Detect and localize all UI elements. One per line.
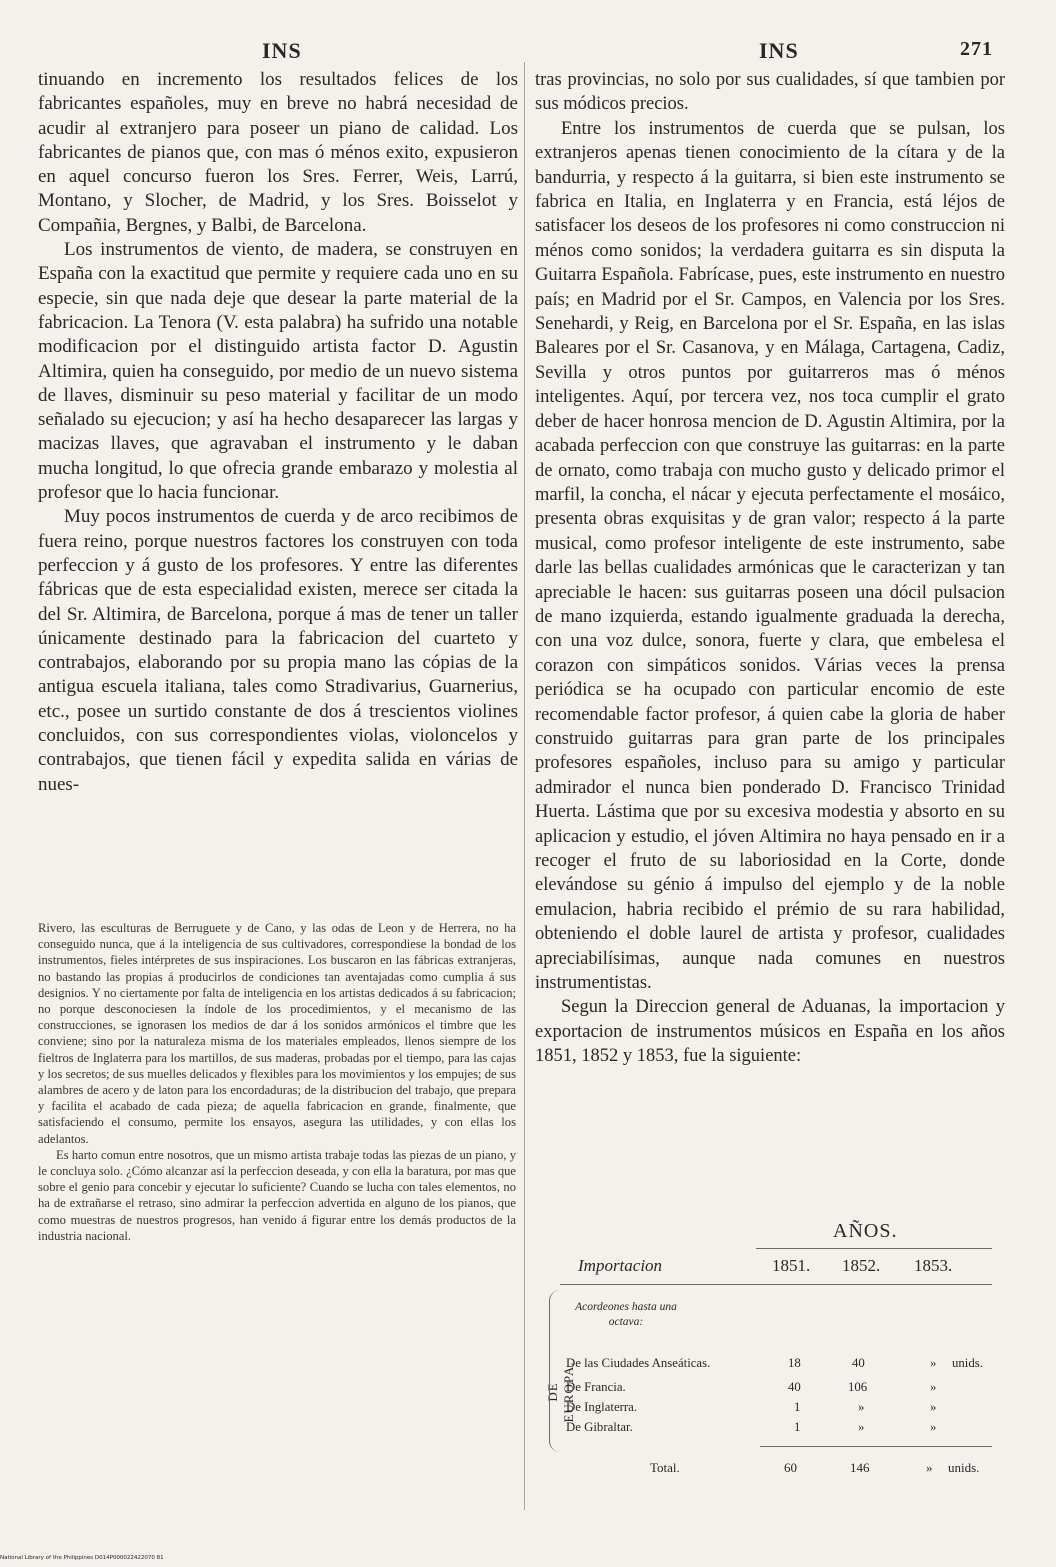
table-header-rule bbox=[560, 1284, 992, 1285]
column-divider bbox=[524, 62, 525, 1510]
table-brace bbox=[549, 1290, 560, 1452]
row-1853: » bbox=[930, 1420, 937, 1434]
row-1853: » bbox=[930, 1356, 937, 1370]
left-column bbox=[38, 68, 518, 797]
row-1852: » bbox=[858, 1400, 865, 1414]
row-origin: De Francia. bbox=[566, 1380, 626, 1394]
header-center: INS bbox=[759, 38, 799, 63]
row-1851: 40 bbox=[788, 1380, 801, 1394]
table-year-1853: 1853. bbox=[914, 1256, 953, 1275]
table-total-1852: 146 bbox=[850, 1460, 870, 1475]
table-total-1851: 60 bbox=[784, 1460, 797, 1475]
row-1852: » bbox=[858, 1420, 865, 1434]
row-1853: » bbox=[930, 1400, 937, 1414]
footnote bbox=[38, 920, 516, 1244]
row-1853: » bbox=[930, 1380, 937, 1394]
table-importacion-label: Importacion bbox=[578, 1256, 663, 1275]
footnote-paragraph-2: Es harto comun entre nosotros, que un mismo artista trabaje todas las piezas de un piano, y le concluya solo. ¿Cómo alcanzar así la perfeccion deseada, y con ella la baratura, por mas que sobre el genio para concebir y ejecutar lo suficiente? Cuando se lucha con tales elementos, no ha de extrañarse el retraso, sino admirar la perfeccion advertida en alguno de los pianos, que como muestras de nuestros progresos, han venido á figurar entre los demás productos de la industria nacional. bbox=[38, 1147, 516, 1243]
table-years-label: AÑOS. bbox=[833, 1220, 898, 1242]
right-paragraph-2: Entre los instrumentos de cuerda que se pulsan, los extranjeros apenas tienen conocimiento de la cítara y de la bandurria, y respecto á la guitarra, si bien este instrumento se fabrica en Italia, en Inglaterra y en Francia, está léjos de satisfacer los deseos de los profesores ni como construccion ni ménos como sonidos; la verdadera guitarra es sin disputa la Guitarra Española. Fabrícase, pues, este instrumento en nuestro país; en Madrid por el Sr. Campos, en Valencia por los Sres. Senehardi, y Reig, en Barcelona por el Sr. España, en las islas Baleares por el Sr. Casanova, y en Málaga, Cartagena, Cadiz, Sevilla y otros puntos por guitarreros mas ó ménos inteligentes. Aquí, por tercera vez, nos toca cumplir el grato deber de hacer honrosa mencion de D. Agustin Altimira, por la acabada perfeccion con que construye las guitarras: en la parte de ornato, como trabaja con mucho gusto y delicado primor el marfil, la concha, el nácar y ejecuta perfectamente el mosáico, presenta obras exquisitas y de gran valor; respecto á la parte musical, como profesor inteligente de este instrumento, sabe darle las bellas cualidades armónicas que le caracterizan y tan apreciable le hacen: sus guitarras poseen una dócil pulsacion de mano izquierda, estando igualmente graduada la derecha, con una voz dulce, sonora, fuerte y clara, que embelesa el corazon con simpáticos sonidos. Várias veces la prensa periódica se ha ocupado con particular encomio de este recomendable factor profesor, á quien cabe la gloria de haber construido guitarras para gran parte de los principales profesores españoles, incluso para su amigo y particular admirador el nunca bien ponderado D. Francisco Trinidad Huerta. Lástima que por su excesiva modestia y absorto en su aplicacion y estudio, el jóven Altimira no haya pensado en ir a recoger el fruto de su laboriosidad en la Corte, donde elevándose su génio á impulso del ejemplo y de la noble emulacion, habria recibido el prémio de su rara habilidad, obteniendo el doble laurel de artista y profesor, cualidades apreciabilísimas, aunque nada comunes en nuestros instrumentistas. bbox=[535, 118, 1005, 994]
row-1851: 1 bbox=[794, 1400, 801, 1414]
row-1851: 1 bbox=[794, 1420, 801, 1434]
page-number: 271 bbox=[960, 38, 993, 60]
table-year-1852: 1852. bbox=[842, 1256, 881, 1275]
row-unit: unids. bbox=[952, 1356, 983, 1370]
row-1852: 40 bbox=[852, 1356, 865, 1370]
row-1852: 106 bbox=[848, 1380, 868, 1394]
left-paragraph-2: Los instrumentos de viento, de madera, se construyen en España con la exactitud que permite y requiere cada uno en su especie, sin que nada deje que desear la parte material de la fabricacion. La Tenora (V. esta palabra) ha sufrido una notable modificacion por el distinguido artista factor D. Agustin Altimira, quien ha conseguido, por medio de un nuevo sistema de llaves, disminuir su peso material y facilitar de un modo señalado su ejecucion; y así ha hecho desaparecer las largas y macizas llaves, que agravaban el instrumento y le daban mucha longitud, lo que ofrecia grande embarazo y molestia al profesor que lo hacia funcionar. bbox=[38, 239, 518, 504]
left-paragraph-3: Muy pocos instrumentos de cuerda y de arco recibimos de fuera reino, porque nuestros factores los construyen con toda perfeccion y á gusto de los profesores. Y entre las diferentes fábricas que de esta especialidad existen, merece ser citada la del Sr. Altimira, de Barcelona, porque á mas de tener un taller únicamente destinado para la fabricacion del cuarteto y contrabajos, elaborando por su propia mano las cópias de la antigua escuela italiana, tales como Stradivarius, Guarnerius, etc., posee un surtido constante de dos á trescientos violines concluidos, con sus correspondientes violas, violoncelos y contrabajos, que tienen fácil y expedita salida en várias de nues- bbox=[38, 506, 518, 795]
left-paragraph-1: tinuando en incremento los resultados felices de los fabricantes españoles, muy en breve no habrá necesidad de acudir al extranjero para poseer un piano de calidad. Los fabricantes de pianos que, con mas ó ménos exito, expusieron en aquel concurso fueron los Sres. Ferrer, Weis, Larrú, Montano, y Slocher, de Madrid, y los Sres. Boisselot y Compañia, Bergnes, y Balbi, de Barcelona. bbox=[38, 69, 518, 236]
scan-footer: National Library of the Philippines D014P000022422070 81 bbox=[0, 1555, 164, 1561]
right-column bbox=[535, 68, 1005, 1069]
right-paragraph-3: Segun la Direccion general de Aduanas, la importacion y exportacion de instrumentos músicos en España en los años 1851, 1852 y 1853, fue la siguiente: bbox=[535, 997, 1005, 1067]
table-year-1851: 1851. bbox=[772, 1256, 811, 1275]
table-total-unit: unids. bbox=[948, 1460, 980, 1475]
table-total-label: Total. bbox=[650, 1460, 680, 1475]
header-left: INS bbox=[262, 38, 302, 63]
table-total-rule bbox=[760, 1446, 992, 1447]
table-top-rule bbox=[756, 1248, 992, 1249]
row-origin: De Inglaterra. bbox=[566, 1400, 638, 1414]
row-origin: De las Ciudades Anseáticas. bbox=[566, 1356, 711, 1370]
footnote-paragraph-1: Rivero, las esculturas de Berruguete y de Cano, y las odas de Leon y de Herrera, no ha conseguido nunca, que á la inteligencia de sus cultivadores, correspondiese la bondad de los instrumentos, fieles intérpretes de sus inspiraciones. Los buscaron en las fábricas extranjeras, no bastando las propias á producirlos de condiciones tan aventajadas como cumplia á sus designios. Y no ciertamente por falta de inteligencia en los artistas dedicados á su fabricacion; no porque desconociesen la índole de los procedimientos, y el mecanismo de las construcciones, se ignorasen los medios de dar á los sonidos armónicos el timbre que les conviene; sino por la naturaleza misma de los materiales empleados, llenos siempre de los fieltros de Inglaterra para los martillos, de sus maderas, probadas por el tiempo, para las cajas y los secretos; de sus muelles delicados y flexibles para los movimientos y los empujes; de sus alambres de acero y de laton para los encordaduras; de la distribucion del trabajo, que prepara y facilita el acabado de cada pieza; de aquella fabricacion en grande, finalmente, que satisfaciendo el consumo, permite los ensayos, asegura las utilidades, y con ellas los adelantos. bbox=[38, 921, 516, 1146]
row-1851: 18 bbox=[788, 1356, 801, 1370]
row-origin: De Gibraltar. bbox=[566, 1420, 633, 1434]
table-group-label: DE EUROPA. bbox=[545, 1361, 576, 1423]
table-total-1853: » bbox=[926, 1460, 933, 1475]
table-item-label: Acordeones hasta una octava: bbox=[575, 1301, 677, 1328]
right-paragraph-1: tras provincias, no solo por sus cualidades, sí que tambien por sus módicos precios. bbox=[535, 70, 1005, 115]
